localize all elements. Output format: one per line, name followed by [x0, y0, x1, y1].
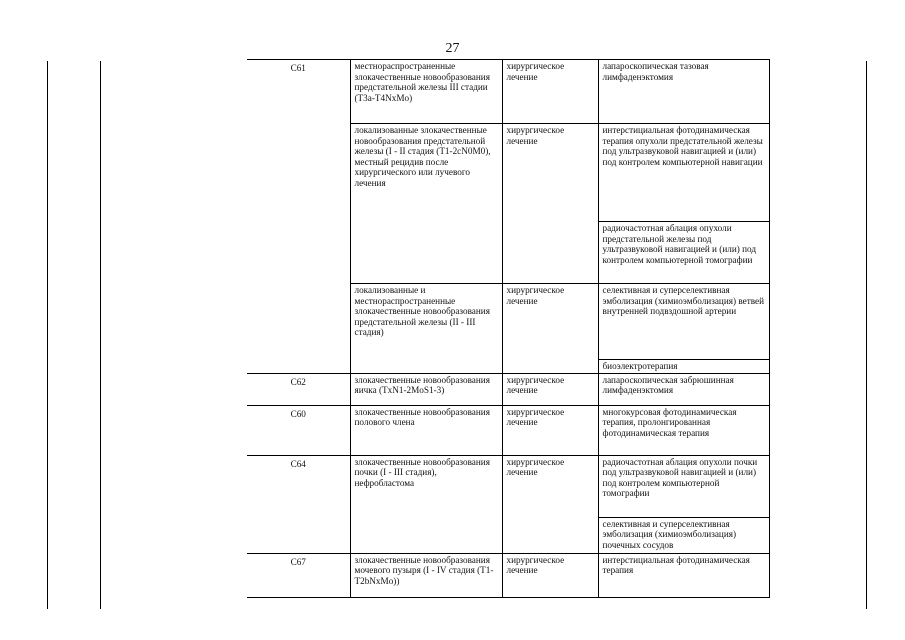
diagnosis-cell: локализованные злокачественные новообразования предстательной железы (I - II стадия (T1-2cN0M0), местный рецидив после хирургического или лучевого лечения: [350, 124, 502, 284]
treatment-type-cell: хирургическое лечение: [502, 124, 598, 284]
treatment-method-cell: биоэлектротерапия: [598, 360, 769, 374]
diagnosis-cell: злокачественные новообразования почки (I - III стадия), нефробластома: [350, 455, 502, 553]
treatment-method-cell: селективная и суперселективная эмболизация (химиоэмболизация) ветвей внутренней подвздошной артерии: [598, 284, 769, 360]
treatment-type-cell: хирургическое лечение: [502, 284, 598, 374]
icd-code-cell: C60: [247, 405, 350, 455]
treatment-type-cell: хирургическое лечение: [502, 373, 598, 405]
table-row: [247, 373, 769, 405]
treatment-method-cell: радиочастотная аблация опухоли почки под ультразвуковой навигацией и (или) под контролем компьютерной томографии: [598, 455, 769, 517]
treatment-method-cell: радиочастотная аблация опухоли предстательной железы под ультразвуковой навигацией и (или) под контролем компьютерной томографии: [598, 222, 769, 284]
treatment-type-cell: хирургическое лечение: [502, 455, 598, 553]
table-row: [247, 553, 769, 597]
treatment-method-cell: интерстициальная фотодинамическая терапия опухоли предстательной железы под ультразвуковой навигацией и (или) под контролем компьютерной навигации: [598, 124, 769, 222]
treatment-method-cell: многокурсовая фотодинамическая терапия, пролонгированная фотодинамическая терапия: [598, 405, 769, 455]
diagnosis-cell: местнораспространенные злокачественные новообразования предстательной железы III стадии (T3a-T4NxMo): [350, 60, 502, 124]
diagnosis-cell: злокачественные новообразования яичка (TxN1-2MoS1-3): [350, 373, 502, 405]
icd-code-cell: C67: [247, 553, 350, 597]
table-row: [247, 455, 769, 517]
icd-code-cell: C64: [247, 455, 350, 553]
treatment-method-cell: интерстициальная фотодинамическая терапия: [598, 553, 769, 597]
table-row: [247, 60, 769, 124]
right-margin-line: [866, 61, 867, 609]
table-row: [247, 405, 769, 455]
left-margin-line: [47, 61, 48, 609]
treatment-type-cell: хирургическое лечение: [502, 405, 598, 455]
diagnosis-cell: локализованные и местнораспространенные злокачественные новообразования предстательной железы (II - III стадия): [350, 284, 502, 374]
icd-code-cell: C62: [247, 373, 350, 405]
treatment-method-cell: лапароскопическая тазовая лимфаденэктомия: [598, 60, 769, 124]
treatment-table: [247, 59, 770, 598]
treatment-type-cell: хирургическое лечение: [502, 60, 598, 124]
treatment-method-cell: селективная и суперселективная эмболизация (химиоэмболизация) почечных сосудов: [598, 517, 769, 553]
icd-code-cell: C61: [247, 60, 350, 374]
diagnosis-cell: злокачественные новообразования мочевого пузыря (I - IV стадия (T1-T2bNxMo)): [350, 553, 502, 597]
left-margin-line-2: [100, 61, 101, 609]
treatment-type-cell: хирургическое лечение: [502, 553, 598, 597]
treatment-method-cell: лапароскопическая забрюшинная лимфаденэктомия: [598, 373, 769, 405]
diagnosis-cell: злокачественные новообразования полового члена: [350, 405, 502, 455]
page-number: 27: [445, 41, 460, 56]
